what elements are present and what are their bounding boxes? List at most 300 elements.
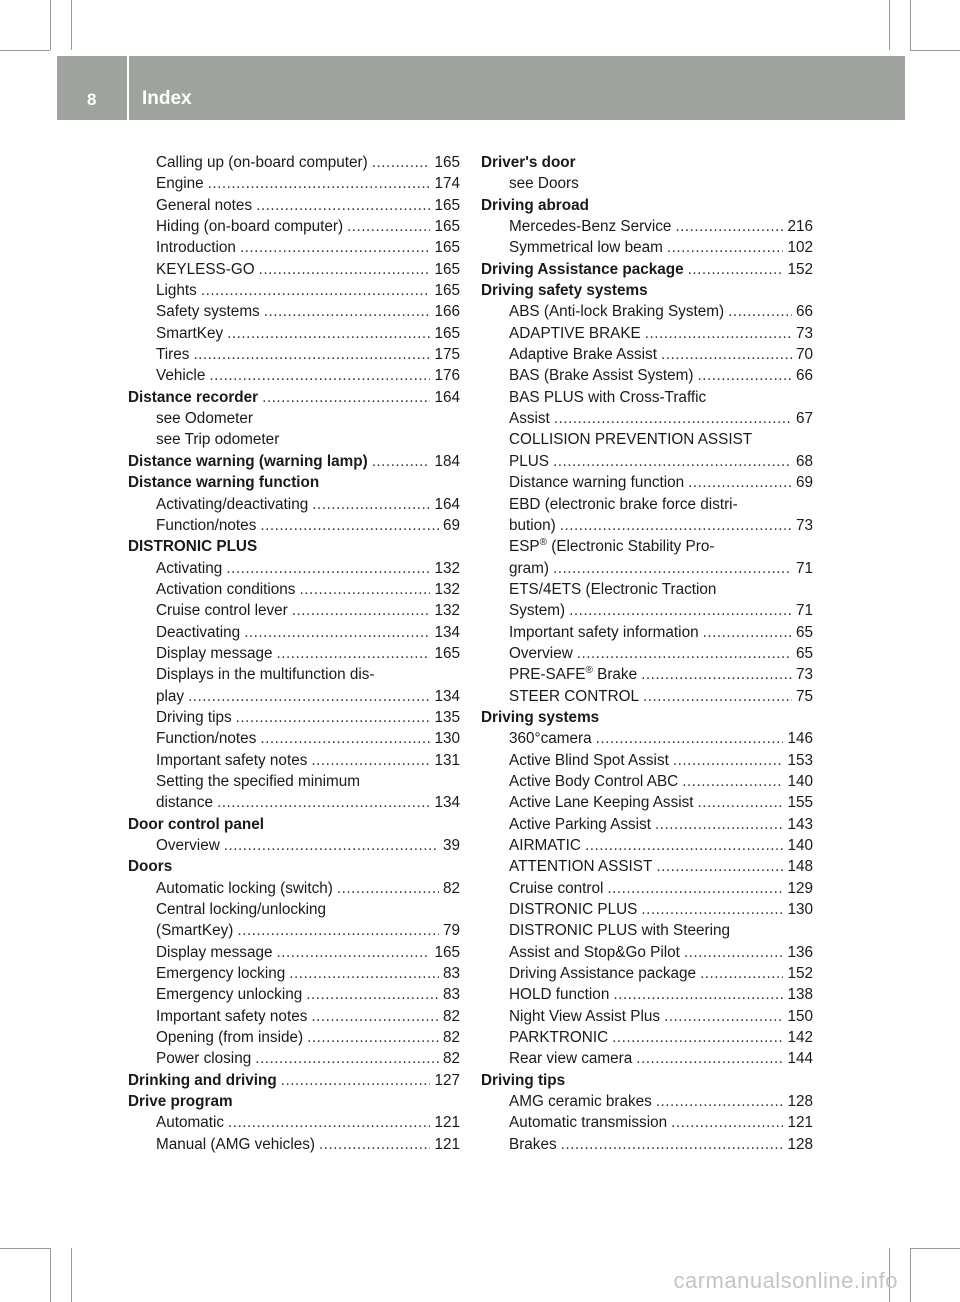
leader-dots	[698, 792, 784, 813]
page-ref: 143	[787, 815, 813, 833]
crop-mark	[889, 0, 890, 50]
entry-text: Hiding (on-board computer)	[156, 218, 344, 236]
entry-text: Function/notes	[156, 730, 257, 748]
entry-text: General notes	[156, 196, 253, 214]
index-subentry	[128, 835, 460, 856]
page-ref: 175	[434, 346, 460, 364]
index-entry	[481, 259, 813, 280]
page-ref: 75	[795, 687, 813, 705]
page-ref: 121	[434, 1135, 460, 1153]
page-ref: 140	[787, 772, 813, 790]
entry-text: Door control panel	[128, 815, 264, 833]
page-ref: 82	[442, 1029, 460, 1047]
index-subentry	[481, 173, 813, 194]
entry-text: Activating	[156, 559, 223, 577]
crop-mark	[71, 0, 72, 50]
index-subentry	[128, 237, 460, 258]
leader-dots	[276, 643, 430, 664]
index-entry	[128, 814, 460, 835]
index-subentry	[128, 173, 460, 194]
index-subentry	[481, 237, 813, 258]
leader-dots	[655, 814, 783, 835]
index-subentry	[481, 408, 813, 429]
index-subentry	[481, 323, 813, 344]
page-ref: 130	[787, 901, 813, 919]
leader-dots	[667, 237, 784, 258]
entry-text: Activating/deactivating	[156, 495, 309, 513]
leader-dots	[656, 856, 783, 877]
index-subentry	[481, 984, 813, 1005]
entry-text: Doors	[128, 858, 173, 876]
index-subentry	[481, 771, 813, 792]
page-ref: 69	[795, 474, 813, 492]
entry-text: System)	[509, 602, 566, 620]
index-subentry	[128, 494, 460, 515]
leader-dots	[645, 323, 792, 344]
entry-text: see Trip odometer	[156, 431, 280, 449]
entry-text: Vehicle	[156, 367, 206, 385]
page-ref: 127	[434, 1071, 460, 1089]
entry-text: Mercedes-Benz Service	[509, 218, 672, 236]
index-entry	[481, 707, 813, 728]
entry-text: see Odometer	[156, 410, 253, 428]
leader-dots	[553, 451, 792, 472]
crop-mark	[50, 1248, 51, 1302]
entry-text: ABS (Anti-lock Braking System)	[509, 303, 725, 321]
index-subentry	[481, 579, 813, 600]
leader-dots	[347, 216, 430, 237]
page-ref: 73	[795, 666, 813, 684]
leader-dots	[276, 942, 430, 963]
index-subentry	[481, 856, 813, 877]
index-subentry	[128, 942, 460, 963]
index-subentry	[128, 323, 460, 344]
index-subentry	[128, 920, 460, 941]
entry-text: Brakes	[509, 1135, 557, 1153]
entry-text: Safety systems	[156, 303, 260, 321]
page-ref: 165	[434, 154, 460, 171]
index-subentry	[481, 899, 813, 920]
leader-dots	[569, 600, 792, 621]
index-subentry	[128, 515, 460, 536]
leader-dots	[684, 942, 784, 963]
index-subentry	[128, 558, 460, 579]
entry-text: Important safety notes	[156, 751, 308, 769]
index-subentry	[481, 835, 813, 856]
entry-text: ATTENTION ASSIST	[509, 858, 653, 876]
entry-text: Driver's door	[481, 154, 576, 171]
entry-text: Calling up (on-board computer)	[156, 154, 368, 171]
entry-text: see Doors	[509, 175, 579, 193]
entry-text: EBD (electronic brake force distri-	[509, 495, 738, 513]
page-header	[57, 56, 905, 120]
entry-text: Active Body Control ABC	[509, 772, 679, 790]
index-entry	[481, 1070, 813, 1091]
page-ref: 69	[442, 516, 460, 534]
leader-dots	[307, 1027, 439, 1048]
index-subentry	[128, 728, 460, 749]
index-subentry	[481, 558, 813, 579]
entry-text: Central locking/unlocking	[156, 901, 327, 919]
index-subentry	[128, 792, 460, 813]
crop-mark	[910, 1248, 911, 1302]
index-subentry	[128, 152, 460, 173]
entry-text: Emergency locking	[156, 965, 286, 983]
entry-text: Distance warning function	[128, 474, 320, 492]
leader-dots	[209, 365, 430, 386]
leader-dots	[554, 408, 792, 429]
page-ref: 144	[787, 1050, 813, 1068]
index-subentry	[481, 216, 813, 237]
entry-text: Introduction	[156, 239, 236, 257]
leader-dots	[643, 686, 792, 707]
entry-text: Manual (AMG vehicles)	[156, 1135, 315, 1153]
leader-dots	[664, 1006, 783, 1027]
entry-text: PRE-SAFE® Brake	[509, 665, 638, 684]
index-subentry	[128, 664, 460, 685]
page-ref: 152	[787, 965, 813, 983]
leader-dots	[256, 195, 430, 216]
entry-text: Drinking and driving	[128, 1071, 277, 1089]
page-ref: 165	[434, 324, 460, 342]
page-ref: 129	[787, 879, 813, 897]
leader-dots	[688, 472, 792, 493]
page-ref: 121	[787, 1114, 813, 1132]
index-subentry	[481, 878, 813, 899]
page-ref: 66	[795, 303, 813, 321]
page-ref: 65	[795, 623, 813, 641]
leader-dots	[217, 792, 430, 813]
leader-dots	[281, 1070, 431, 1091]
index-subentry	[128, 963, 460, 984]
index-subentry	[128, 1006, 460, 1027]
leader-dots	[675, 216, 783, 237]
page-ref: 67	[795, 410, 813, 428]
entry-text: Assist and Stop&Go Pilot	[509, 943, 680, 961]
entry-text: Driving abroad	[481, 196, 589, 214]
page-ref: 73	[795, 324, 813, 342]
leader-dots	[188, 686, 430, 707]
page-ref: 184	[434, 452, 460, 470]
leader-dots	[312, 494, 430, 515]
leader-dots	[607, 878, 783, 899]
entry-text: gram)	[509, 559, 549, 577]
leader-dots	[311, 750, 430, 771]
page-ref: 174	[434, 175, 460, 193]
index-subentry	[128, 643, 460, 664]
header-divider	[127, 56, 129, 120]
entry-text: PLUS	[509, 452, 549, 470]
entry-text: Displays in the multifunction dis-	[156, 666, 375, 684]
index-subentry	[481, 792, 813, 813]
page-ref: 164	[434, 388, 460, 406]
entry-text: DISTRONIC PLUS	[128, 538, 258, 556]
index-entry	[128, 1091, 460, 1112]
leader-dots	[311, 1006, 439, 1027]
leader-dots	[688, 259, 784, 280]
page-ref: 134	[434, 687, 460, 705]
page-ref: 138	[787, 986, 813, 1004]
entry-text: Rear view camera	[509, 1050, 633, 1068]
page-ref: 150	[787, 1007, 813, 1025]
page-title: Index	[142, 88, 192, 109]
index-subentry	[128, 195, 460, 216]
page-ref: 136	[787, 943, 813, 961]
leader-dots	[260, 515, 439, 536]
index-subentry	[128, 707, 460, 728]
leader-dots	[682, 771, 783, 792]
index-subentry	[481, 622, 813, 643]
index-entry	[128, 387, 460, 408]
entry-text: Important safety notes	[156, 1007, 308, 1025]
page-ref: 65	[795, 644, 813, 662]
index-subentry	[481, 942, 813, 963]
index-subentry	[128, 1134, 460, 1155]
page-ref: 135	[434, 708, 460, 726]
index-subentry	[128, 301, 460, 322]
leader-dots	[289, 963, 439, 984]
entry-text: Distance warning (warning lamp)	[128, 452, 368, 470]
page-ref: 165	[434, 239, 460, 257]
entry-text: PARKTRONIC	[509, 1029, 609, 1047]
index-subentry	[128, 622, 460, 643]
entry-text: Overview	[156, 837, 220, 854]
entry-text: Drive program	[128, 1093, 233, 1111]
entry-text: Night View Assist Plus	[509, 1007, 661, 1025]
index-subentry	[481, 301, 813, 322]
entry-text: Activation conditions	[156, 580, 296, 598]
entry-text: AMG ceramic brakes	[509, 1093, 652, 1111]
leader-dots	[337, 878, 439, 899]
entry-text: Display message	[156, 943, 273, 961]
index-subentry	[481, 365, 813, 386]
entry-text: Active Parking Assist	[509, 815, 651, 833]
entry-text: Assist	[509, 410, 550, 428]
entry-text: Engine	[156, 175, 204, 193]
entry-text: Cruise control	[509, 879, 604, 897]
index-subentry	[481, 750, 813, 771]
leader-dots	[262, 387, 430, 408]
index-subentry	[481, 387, 813, 408]
index-subentry	[481, 600, 813, 621]
leader-dots	[656, 1091, 784, 1112]
leader-dots	[208, 173, 431, 194]
leader-dots	[224, 835, 439, 856]
leader-dots	[728, 301, 792, 322]
leader-dots	[299, 579, 430, 600]
page-ref: 176	[434, 367, 460, 385]
page-ref: 121	[434, 1114, 460, 1132]
index-entry	[128, 472, 460, 493]
entry-text: play	[156, 687, 185, 705]
entry-text: Driving systems	[481, 708, 600, 726]
leader-dots	[201, 280, 431, 301]
index-subentry	[128, 1048, 460, 1069]
entry-text: bution)	[509, 516, 556, 534]
entry-text: Active Blind Spot Assist	[509, 751, 669, 769]
page-ref: 155	[787, 794, 813, 812]
index-subentry	[481, 344, 813, 365]
index-subentry	[481, 429, 813, 450]
page-ref: 153	[787, 751, 813, 769]
index-column-right	[481, 152, 813, 1155]
entry-text: Distance recorder	[128, 388, 259, 406]
page-ref: 73	[795, 516, 813, 534]
index-entry	[128, 856, 460, 877]
entry-text: Adaptive Brake Assist	[509, 346, 657, 364]
entry-text: DISTRONIC PLUS with Steering	[509, 922, 731, 940]
entry-text: Driving Assistance package	[481, 260, 684, 278]
index-subentry	[481, 963, 813, 984]
index-subentry	[481, 472, 813, 493]
crop-mark	[910, 0, 911, 50]
index-subentry	[481, 494, 813, 515]
index-subentry	[128, 899, 460, 920]
leader-dots	[560, 515, 792, 536]
entry-text: HOLD function	[509, 986, 610, 1004]
crop-mark	[0, 1248, 50, 1249]
page-ref: 82	[442, 1050, 460, 1068]
index-subentry	[481, 515, 813, 536]
leader-dots	[228, 1112, 430, 1133]
entry-text: STEER CONTROL	[509, 687, 640, 705]
page-ref: 131	[434, 751, 460, 769]
entry-text: ESP® (Electronic Stability Pro-	[509, 537, 715, 556]
page-ref: 166	[434, 303, 460, 321]
page-ref: 134	[434, 623, 460, 641]
crop-mark	[71, 1248, 72, 1302]
entry-text: COLLISION PREVENTION ASSIST	[509, 431, 753, 449]
index-subentry	[128, 750, 460, 771]
entry-text: ADAPTIVE BRAKE	[509, 324, 641, 342]
page-ref: 165	[434, 644, 460, 662]
page-ref: 148	[787, 858, 813, 876]
entry-text: BAS PLUS with Cross-Traffic	[509, 388, 707, 406]
index-entry	[481, 195, 813, 216]
index-subentry	[481, 920, 813, 941]
index-subentry	[481, 664, 813, 685]
page-ref: 83	[442, 965, 460, 983]
entry-text: Tires	[156, 346, 190, 364]
entry-text: Automatic transmission	[509, 1114, 668, 1132]
leader-dots	[700, 963, 783, 984]
entry-text: Driving Assistance package	[509, 965, 697, 983]
index-subentry	[481, 728, 813, 749]
leader-dots	[236, 707, 431, 728]
leader-dots	[292, 600, 431, 621]
index-entry	[128, 451, 460, 472]
index-subentry	[481, 1134, 813, 1155]
index-subentry	[128, 878, 460, 899]
index-subentry	[128, 686, 460, 707]
index-subentry	[481, 1112, 813, 1133]
leader-dots	[193, 344, 430, 365]
crop-mark	[0, 50, 50, 51]
index-entry	[481, 280, 813, 301]
entry-text: Display message	[156, 644, 273, 662]
leader-dots	[697, 365, 792, 386]
entry-text: distance	[156, 794, 213, 812]
page-ref: 102	[787, 239, 813, 257]
index-subentry	[128, 408, 460, 429]
entry-text: Active Lane Keeping Assist	[509, 794, 694, 812]
page-ref: 216	[787, 218, 813, 236]
index-subentry	[481, 536, 813, 557]
leader-dots	[703, 622, 792, 643]
page-ref: 165	[434, 196, 460, 214]
entry-text: Cruise control lever	[156, 602, 288, 620]
page-ref: 152	[787, 260, 813, 278]
entry-text: Function/notes	[156, 516, 257, 534]
page-ref: 128	[787, 1135, 813, 1153]
index-subentry	[128, 984, 460, 1005]
page-ref: 165	[434, 282, 460, 300]
entry-text: Lights	[156, 282, 197, 300]
leader-dots	[641, 899, 783, 920]
index-subentry	[128, 579, 460, 600]
leader-dots	[372, 451, 431, 472]
index-subentry	[128, 280, 460, 301]
index-subentry	[128, 771, 460, 792]
leader-dots	[237, 920, 439, 941]
leader-dots	[264, 301, 431, 322]
entry-text: Driving tips	[481, 1071, 566, 1089]
page-ref: 134	[434, 794, 460, 812]
index-subentry	[481, 643, 813, 664]
page-ref: 39	[442, 837, 460, 854]
leader-dots	[226, 558, 430, 579]
entry-text: Driving safety systems	[481, 282, 648, 300]
index-subentry	[128, 600, 460, 621]
page-ref: 82	[442, 1007, 460, 1025]
index-subentry	[128, 365, 460, 386]
entry-text: Symmetrical low beam	[509, 239, 663, 257]
leader-dots	[612, 1027, 783, 1048]
page-ref: 66	[795, 367, 813, 385]
entry-text: Opening (from inside)	[156, 1029, 304, 1047]
entry-text: 360°camera	[509, 730, 592, 748]
index-subentry	[481, 451, 813, 472]
page-ref: 132	[434, 602, 460, 620]
leader-dots	[372, 152, 431, 173]
leader-dots	[673, 750, 784, 771]
entry-text: Important safety information	[509, 623, 699, 641]
crop-mark	[50, 0, 51, 50]
index-subentry	[128, 1112, 460, 1133]
page-ref: 142	[787, 1029, 813, 1047]
leader-dots	[255, 1048, 439, 1069]
index-entry	[128, 1070, 460, 1091]
index-entry	[481, 152, 813, 173]
page-ref: 83	[442, 986, 460, 1004]
watermark: carmanualsonline.info	[673, 1268, 898, 1293]
page-ref: 146	[787, 730, 813, 748]
entry-text: KEYLESS-GO	[156, 260, 255, 278]
leader-dots	[260, 728, 430, 749]
entry-text: Deactivating	[156, 623, 241, 641]
leader-dots	[306, 984, 439, 1005]
leader-dots	[553, 558, 792, 579]
page-ref: 68	[795, 452, 813, 470]
leader-dots	[636, 1048, 783, 1069]
page-ref: 79	[442, 922, 460, 940]
entry-text: DISTRONIC PLUS	[509, 901, 638, 919]
index-subentry	[481, 814, 813, 835]
entry-text: Power closing	[156, 1050, 252, 1068]
index-subentry	[481, 686, 813, 707]
entry-text: Automatic locking (switch)	[156, 879, 333, 897]
page-number: 8	[87, 90, 97, 109]
